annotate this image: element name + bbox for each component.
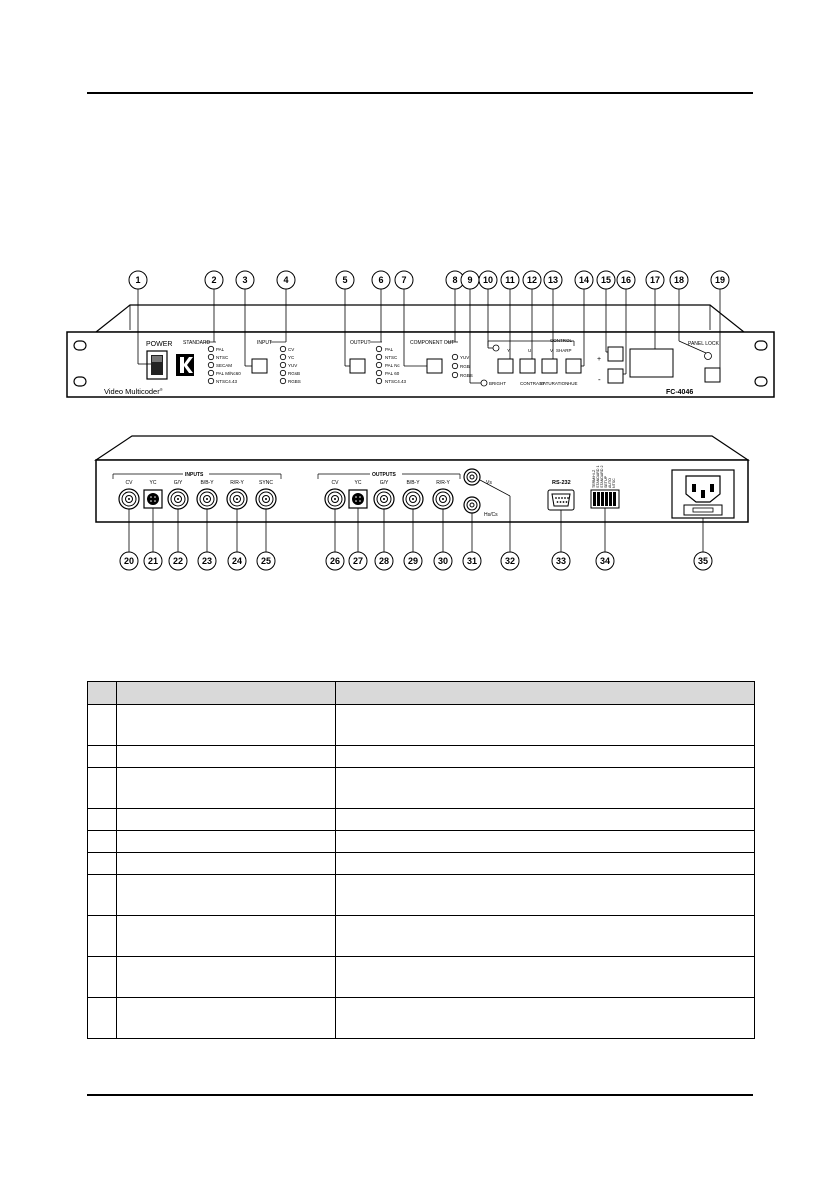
led-label: YC (288, 355, 295, 360)
bnc-connector-icon (325, 489, 345, 509)
led-label: RGBS (460, 373, 473, 378)
standard-label: STANDARD (183, 340, 211, 346)
callout-number: 23 (201, 556, 213, 566)
callout-number: 26 (329, 556, 341, 566)
rack-hole (74, 377, 86, 386)
svideo-connector-icon (349, 490, 367, 508)
callout-number: 9 (467, 275, 473, 285)
bnc-connector-icon (168, 489, 188, 509)
saturation-label: SATURATION (540, 381, 569, 386)
cell-feature (117, 746, 336, 768)
table-row (88, 768, 755, 809)
dip-label: STANDARD 2 (600, 465, 604, 488)
connector-label: YC (149, 480, 157, 486)
cell-function (336, 916, 755, 957)
callout-number: 27 (352, 556, 364, 566)
cell-function (336, 831, 755, 853)
bnc-connector-icon (227, 489, 247, 509)
bnc-connector-icon (119, 489, 139, 509)
connector-label: CV (125, 480, 133, 486)
connector-label: G/Y (173, 480, 183, 486)
power-inlet-icon (672, 470, 734, 518)
saturation-button[interactable] (542, 359, 557, 373)
cell-function (336, 746, 755, 768)
cell-function (336, 705, 755, 746)
display-window (630, 349, 673, 377)
sharp-label: SHARP (556, 348, 572, 353)
dip-switch-block[interactable] (591, 490, 619, 508)
cell-function (336, 853, 755, 875)
led-label: RGBS (288, 379, 301, 384)
callout-number: 31 (466, 556, 478, 566)
cell-number (88, 831, 117, 853)
rear-panel (96, 436, 748, 522)
callout-number: 33 (555, 556, 567, 566)
callout-number: 6 (378, 275, 384, 285)
cell-function (336, 875, 755, 916)
connector-label: YC (354, 480, 362, 486)
dip-label: NTSC (612, 478, 616, 488)
led-label: SECAM (216, 363, 233, 368)
input-label: INPUT (257, 340, 272, 346)
callout-number: 25 (260, 556, 272, 566)
front-callout-circles (129, 271, 729, 289)
callout-number: 11 (505, 275, 515, 285)
callout-number: 22 (172, 556, 184, 566)
output-button[interactable] (350, 359, 365, 373)
callout-number: 2 (211, 275, 217, 285)
table-header-row (88, 682, 755, 705)
callout-number: 15 (600, 275, 612, 285)
cell-feature (117, 957, 336, 998)
dip-label: STANDARD 1 (596, 465, 600, 488)
rack-hole (74, 341, 86, 350)
cell-feature (117, 831, 336, 853)
control-led (493, 345, 499, 351)
cell-number (88, 998, 117, 1039)
bnc-connector-icon (464, 497, 480, 513)
contrast-label: CONTRAST (520, 381, 545, 386)
rack-hole (755, 377, 767, 386)
led-label: CV (288, 347, 295, 352)
table-row (88, 875, 755, 916)
header-function (336, 682, 755, 705)
connector-label: B/B-Y (200, 480, 214, 486)
features-table (87, 681, 755, 1039)
btn-letter: U (528, 348, 532, 353)
callout-number: 29 (407, 556, 419, 566)
led-label: NTSC (385, 355, 398, 360)
callout-number: 17 (649, 275, 661, 285)
panel-lock-led (705, 353, 712, 360)
bnc-connector-icon (403, 489, 423, 509)
cell-feature (117, 916, 336, 957)
led-label: NTSC4.43 (385, 379, 407, 384)
bnc-connector-icon (256, 489, 276, 509)
callout-number: 19 (714, 275, 726, 285)
output-label: OUTPUT (350, 340, 371, 346)
inputs-label: INPUTS (185, 472, 204, 478)
cell-number (88, 875, 117, 916)
cell-number (88, 916, 117, 957)
connector-label: R/R-Y (436, 480, 450, 486)
bnc-connector-icon (374, 489, 394, 509)
led-label: NTSC4.43 (216, 379, 238, 384)
contrast-button[interactable] (520, 359, 535, 373)
cell-number (88, 705, 117, 746)
hs-label: Hs/Cs (484, 512, 498, 518)
connector-label: G/Y (379, 480, 389, 486)
bright-button[interactable] (498, 359, 513, 373)
rear-callout-numbers (124, 556, 708, 566)
table-row (88, 853, 755, 875)
table-row (88, 957, 755, 998)
led-label: PAL M/Nc60 (216, 371, 241, 376)
panel-lock-label: PANEL LOCK (688, 341, 719, 347)
rack-hole (755, 341, 767, 350)
cell-feature (117, 809, 336, 831)
connector-label: R/R-Y (230, 480, 244, 486)
callout-number: 30 (437, 556, 449, 566)
cell-number (88, 768, 117, 809)
callout-number: 32 (504, 556, 516, 566)
cell-feature (117, 705, 336, 746)
table-row (88, 831, 755, 853)
bnc-connector-icon (433, 489, 453, 509)
cell-function (336, 768, 755, 809)
callout-number: 28 (378, 556, 390, 566)
callout-number: 16 (620, 275, 632, 285)
led-label: PAL 60 (385, 371, 400, 376)
cell-number (88, 746, 117, 768)
callout-number: 21 (147, 556, 159, 566)
hue-label: HUE (568, 381, 578, 386)
rs232-port-icon (548, 490, 574, 510)
component-out-label: COMPONENT OUT (410, 340, 455, 346)
cell-number (88, 853, 117, 875)
cell-feature (117, 875, 336, 916)
callout-number: 24 (231, 556, 243, 566)
plus-label: + (597, 356, 602, 363)
callout-number: 1 (135, 275, 141, 285)
bright-led (481, 380, 487, 386)
bnc-connector-icon (197, 489, 217, 509)
led-label: PAL (385, 347, 394, 352)
cell-function (336, 957, 755, 998)
btn-letter: Y (507, 348, 511, 353)
increase-button[interactable] (608, 347, 623, 361)
led-label: RGsB (288, 371, 301, 376)
vs-label: Vs (486, 480, 492, 486)
panel-lock-button[interactable] (705, 368, 720, 382)
rs232-label: RS-232 (552, 480, 571, 486)
callout-number: 34 (599, 556, 611, 566)
bright-label: BRIGHT (489, 381, 507, 386)
table-row (88, 746, 755, 768)
callout-number: 8 (452, 275, 458, 285)
dip-label: AUTO (608, 478, 612, 488)
cell-number (88, 809, 117, 831)
header-feature (117, 682, 336, 705)
cell-function (336, 998, 755, 1039)
connector-label: SYNC (259, 480, 273, 486)
led-label: YUV (288, 363, 298, 368)
outputs-label: OUTPUTS (372, 472, 396, 478)
cell-feature (117, 853, 336, 875)
decrease-button[interactable] (608, 369, 623, 383)
power-label: POWER (146, 341, 173, 348)
callout-number: 20 (123, 556, 135, 566)
hue-button[interactable] (566, 359, 581, 373)
callout-number: 3 (242, 275, 248, 285)
callout-number: 13 (547, 275, 559, 285)
led-label: PAL (216, 347, 225, 352)
cell-feature (117, 998, 336, 1039)
control-label: CONTROL (550, 338, 573, 343)
dip-label: TERM/HI-Z (592, 469, 596, 488)
front-panel (67, 305, 774, 397)
led-label: NTSC (216, 355, 229, 360)
btn-letter: V (550, 348, 554, 353)
footer-rule (87, 1094, 753, 1096)
callout-number: 5 (342, 275, 348, 285)
led-label: RGB (460, 364, 470, 369)
cell-function (336, 809, 755, 831)
header-number (88, 682, 117, 705)
cell-feature (117, 768, 336, 809)
bnc-connector-icon (464, 469, 480, 485)
callout-number: 4 (283, 275, 289, 285)
front-callout-numbers (135, 275, 725, 285)
callout-number: 12 (526, 275, 538, 285)
callout-number: 14 (578, 275, 590, 285)
kramer-logo-icon (176, 354, 194, 376)
table-row (88, 705, 755, 746)
model-text: FC-4046 (666, 389, 694, 396)
svideo-connector-icon (144, 490, 162, 508)
callout-number: 35 (697, 556, 709, 566)
table-row (88, 916, 755, 957)
callout-number: 7 (401, 275, 407, 285)
led-label: YUV (460, 355, 470, 360)
callout-number: 10 (482, 275, 494, 285)
dip-label: SETUP (604, 476, 608, 488)
cell-number (88, 957, 117, 998)
component-out-button[interactable] (427, 359, 442, 373)
brand-text: Video Multicoder® (104, 387, 163, 396)
connector-label: B/B-Y (406, 480, 420, 486)
table-row (88, 998, 755, 1039)
callout-number: 18 (673, 275, 685, 285)
connector-label: CV (331, 480, 339, 486)
minus-label: - (598, 375, 601, 384)
led-label: PAL Nc (385, 363, 400, 368)
standard-button[interactable] (252, 359, 267, 373)
table-row (88, 809, 755, 831)
